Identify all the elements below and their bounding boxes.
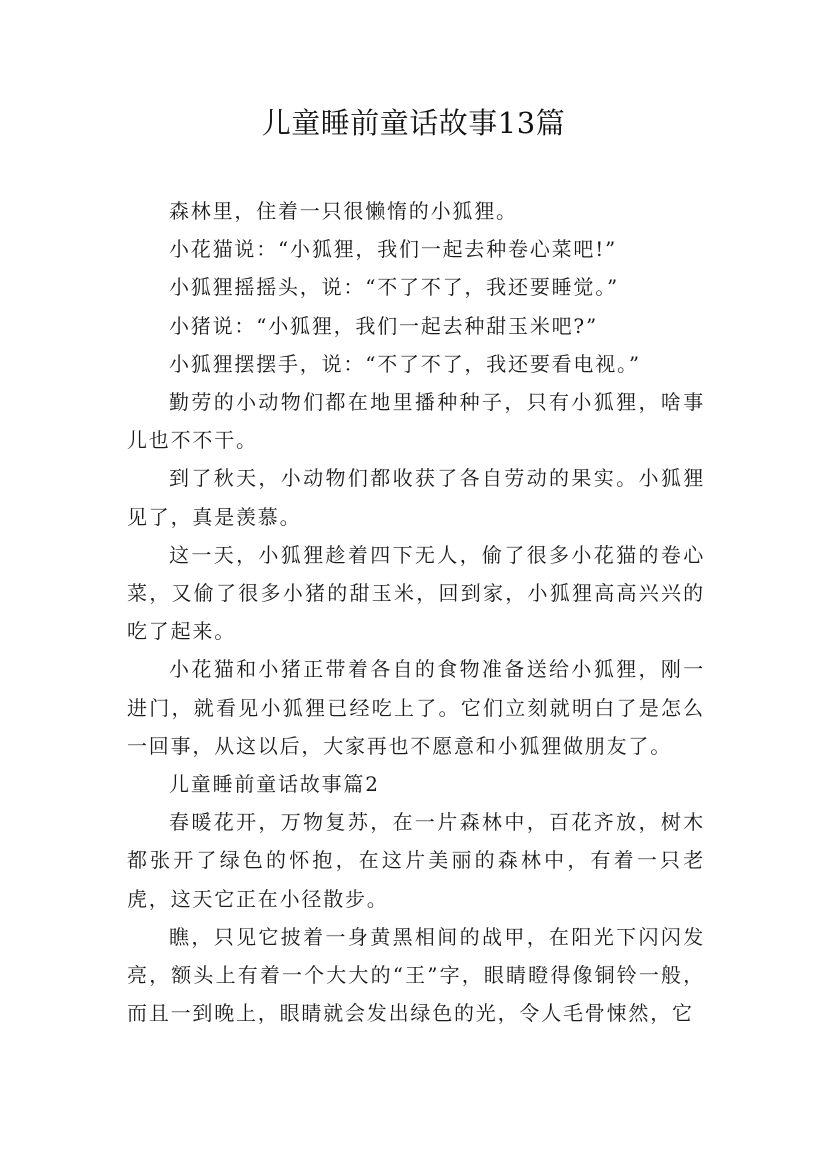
- paragraph: 春暖花开，万物复苏，在一片森林中，百花齐放，树木都张开了绿色的怀抱，在这片美丽的森林中，有着一只老虎，这天它正在小径散步。: [127, 810, 705, 911]
- paragraph: 小狐狸摇摇头，说：“不了不了，我还要睡觉。”: [169, 275, 620, 300]
- section-heading: 儿童睡前童话故事篇2: [169, 772, 380, 797]
- paragraph: 小花猫说：“小狐狸，我们一起去种卷心菜吧!”: [169, 237, 618, 262]
- paragraph: 小狐狸摆摆手，说：“不了不了，我还要看电视。”: [169, 351, 641, 376]
- paragraph: 小花猫和小猪正带着各自的食物准备送给小狐狸，刚一进门，就看见小狐狸已经吃上了。它们立刻就明白了是怎么一回事，从这以后，大家再也不愿意和小狐狸做朋友了。: [127, 657, 705, 758]
- paragraph: 瞧，只见它披着一身黄黑相间的战甲，在阳光下闪闪发亮，额头上有着一个大大的“王”字，眼睛瞪得像铜铃一般，而且一到晚上，眼睛就会发出绿色的光，令人毛骨悚然，它: [127, 924, 705, 1026]
- document-title: 儿童睡前童话故事13篇: [261, 106, 566, 140]
- paragraph: 到了秋天，小动物们都收获了各自劳动的果实。小狐狸见了，真是羡慕。: [127, 466, 705, 529]
- paragraph: 森林里，住着一只很懒惰的小狐狸。: [169, 199, 518, 223]
- paragraph: 勤劳的小动物们都在地里播种种子，只有小狐狸，啥事儿也不不干。: [127, 390, 705, 453]
- paragraph: 这一天，小狐狸趁着四下无人，偷了很多小花猫的卷心菜，又偷了很多小猪的甜玉米，回到家，小狐狸高高兴兴的吃了起来。: [127, 542, 705, 644]
- document-body: [127, 192, 705, 1032]
- paragraph: 小猪说：“小狐狸，我们一起去种甜玉米吧?”: [169, 313, 598, 338]
